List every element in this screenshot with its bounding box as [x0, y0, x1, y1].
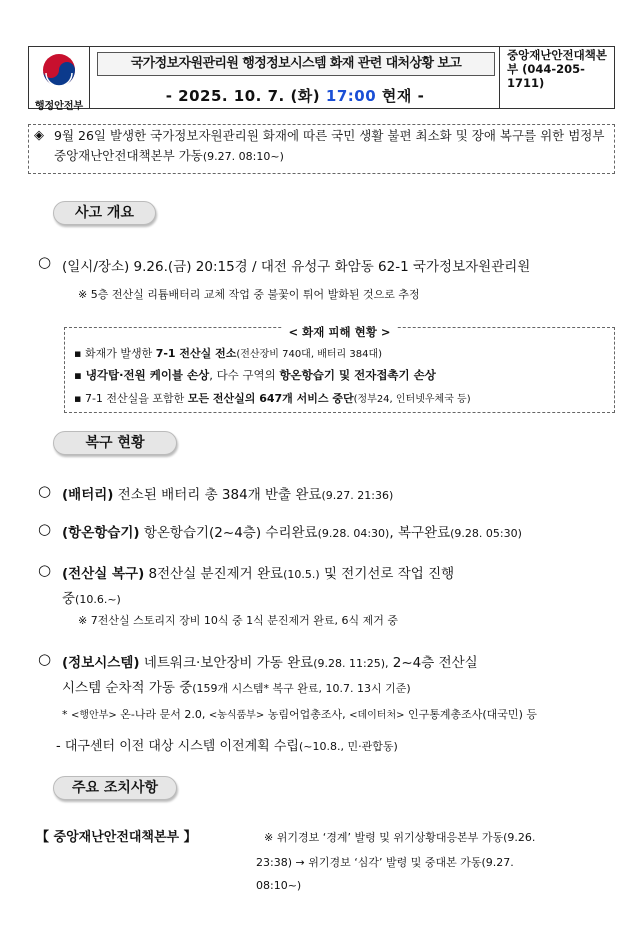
date-suffix: 현재 - [376, 87, 425, 105]
section-title-overview: 사고 개요 [53, 201, 156, 225]
recovery-item-server-room-line2: 중(10.6.~) [62, 591, 121, 607]
damage-item-1: ▪ 화재가 발생한 7-1 전산실 전소(전산장비 740대, 배터리 384대) [74, 347, 383, 360]
circle-bullet-icon: ○ [38, 650, 52, 668]
org-name: 행정안전부 [34, 101, 84, 112]
circle-bullet-icon: ○ [38, 520, 52, 538]
recovery-systems-note: * <행안부> 온-나라 문서 2.0, <농식품부> 농림어업총조사, <데이터처> 인구통계총조사(대국민) 등 [62, 708, 537, 721]
damage-title: < 화재 피해 현황 > [64, 321, 615, 340]
measures-line-1: ※ 위기경보 ‘경계’ 발령 및 위기상황대응본부 가동(9.26. [264, 831, 536, 844]
notice-date: (9.27. 08:10~) [202, 150, 284, 163]
circle-bullet-icon: ○ [38, 253, 52, 271]
recovery-item-daegu: - 대구센터 이전 대상 시스템 이전계획 수립(~10.8., 민·관합동) [56, 739, 398, 754]
measures-line-2: 23:38) → 위기경보 ‘심각’ 발령 및 중대본 가동(9.27. [256, 856, 514, 869]
date-time: 17:00 [325, 87, 377, 105]
measures-agency-label: 【 중앙재난안전대책본부 】 [36, 830, 197, 845]
damage-item-2: ▪ 냉각탑·전원 케이블 손상, 다수 구역의 항온항습기 및 전자접촉기 손상 [74, 368, 436, 382]
section-title-measures: 주요 조치사항 [53, 776, 177, 800]
recovery-item-battery: (배터리) 전소된 배터리 총 384개 반출 완료(9.27. 21:36) [62, 487, 394, 503]
notice-body: 9월 26일 발생한 국가정보자원관리원 화재에 따른 국민 생활 불편 최소화 및 장애 복구를 위한 범정부 중앙재난안전대책본부 가동 [54, 128, 605, 163]
recovery-server-room-note: ※ 7전산실 스토리지 장비 10식 중 1식 분진제거 완료, 6식 제거 중 [78, 614, 398, 627]
measures-line-3: 08:10~) [256, 879, 302, 892]
recovery-item-systems: (정보시스템) 네트워크·보안장비 가동 완료(9.28. 11:25), 2~4층 전산실 [62, 655, 478, 671]
circle-bullet-icon: ○ [38, 561, 52, 579]
section-title-recovery: 복구 현황 [53, 431, 177, 455]
date-prefix: - 2025. 10. 7. (화) [165, 87, 326, 105]
damage-item-3: ▪ 7-1 전산실을 포함한 모든 전산실의 647개 서비스 중단(정부24, 인터넷우체국 등) [74, 392, 471, 405]
item1-label: (일시/장소) [62, 259, 130, 275]
recovery-item-systems-line2: 시스템 순차적 가동 중(159개 시스템* 복구 완료, 10.7. 13시 기준) [62, 680, 411, 696]
circle-bullet-icon: ○ [38, 482, 52, 500]
diamond-bullet-icon: ◈ [34, 128, 44, 143]
recovery-item-server-room: (전산실 복구) 8전산실 분진제거 완료(10.5.) 및 전기선로 작업 진행 [62, 566, 455, 582]
recovery-item-hvac: (항온항습기) 항온항습기(2~4층) 수리완료(9.28. 04:30), 복구완료(9.28. 05:30) [62, 525, 522, 541]
government-emblem-icon [42, 53, 76, 87]
item1-text: 9.26.(금) 20:15경 / 대전 유성구 화암동 62-1 국가정보자원관리원 [133, 259, 531, 275]
overview-item-1 [62, 255, 530, 275]
contact-info: 중앙재난안전대책본부 (044-205-1711) [507, 48, 607, 90]
report-title: 국가정보자원관리원 행정정보시스템 화재 관련 대처상황 보고 [97, 52, 495, 76]
overview-note: ※ 5층 전산실 리튬배터리 교체 작업 중 불꽃이 튀어 발화된 것으로 추정 [78, 288, 420, 301]
report-date [90, 85, 500, 106]
notice-text [54, 126, 609, 167]
